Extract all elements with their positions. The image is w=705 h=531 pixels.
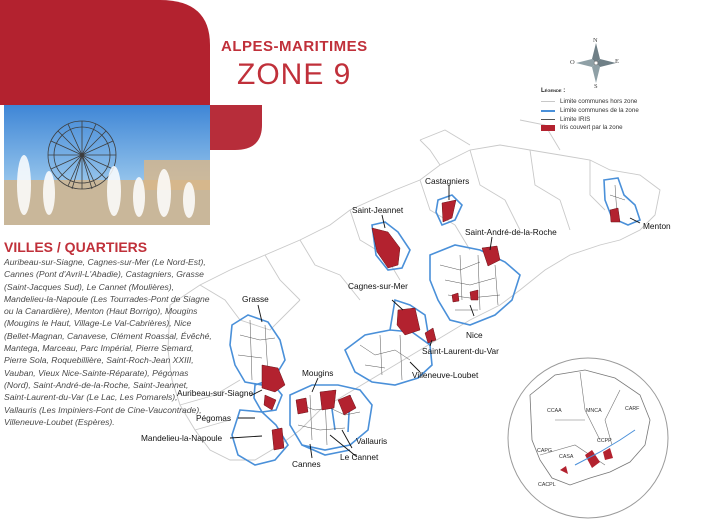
- map-label-nice: Nice: [466, 330, 483, 340]
- inset-label-ccaa: CCAA: [547, 408, 562, 414]
- map-label-vallauris: Vallauris: [356, 436, 388, 446]
- compass-north-label: N: [593, 37, 598, 44]
- map-label-saint-andre: Saint-André-de-la-Roche: [465, 227, 557, 237]
- map-label-castagniers: Castagniers: [425, 176, 470, 186]
- map-label-auribeau: Auribeau-sur-Siagne: [177, 388, 254, 398]
- map-label-mandelieu: Mandelieu-la-Napoule: [141, 433, 223, 443]
- compass-east-label: E: [615, 58, 619, 65]
- compass-west-label: O: [570, 59, 575, 66]
- legend-label: Limite communes hors zone: [560, 98, 638, 105]
- legend-label: Iris couvert par la zone: [560, 124, 623, 131]
- legend-swatch: [541, 119, 555, 120]
- region-title: ALPES-MARITIMES: [221, 38, 368, 55]
- header-red-shadow: [210, 105, 262, 150]
- legend-item: [541, 124, 623, 131]
- ferris-wheel-fountain-photo: [4, 105, 210, 225]
- compass-icon: [576, 43, 616, 83]
- villes-title: VILLES / QUARTIERS: [4, 239, 148, 255]
- inset-label-carf: CARF: [625, 406, 640, 412]
- map-label-pegomas: Pégomas: [196, 413, 232, 423]
- legend-item: [541, 116, 590, 123]
- inset-label-capg: CAPG: [537, 448, 553, 454]
- compass-south-label: S: [594, 83, 598, 90]
- map-label-menton: Menton: [643, 221, 671, 231]
- legend-swatch: [541, 125, 555, 131]
- map-label-saint-jeannet: Saint-Jeannet: [352, 205, 404, 215]
- legend-item: [541, 98, 637, 105]
- map-label-cannes: Cannes: [292, 459, 321, 469]
- legend-title: Légende :: [541, 88, 566, 94]
- map-label-saint-laurent: Saint-Laurent-du-Var: [422, 346, 499, 356]
- map-label-mougins: Mougins: [302, 368, 334, 378]
- header-red-banner: [0, 0, 210, 105]
- zone-title: ZONE 9: [237, 58, 352, 91]
- map-label-cagnes: Cagnes-sur-Mer: [348, 281, 408, 291]
- map-label-villeneuve: Villeneuve-Loubet: [412, 370, 479, 380]
- map-label-le-cannet: Le Cannet: [340, 452, 379, 462]
- legend-swatch: [541, 110, 555, 112]
- legend-label: Limite IRIS: [560, 116, 591, 123]
- map-label-grasse: Grasse: [242, 294, 269, 304]
- inset-label-cacpl: CACPL: [538, 482, 556, 488]
- legend-label: Limite communes de la zone: [560, 107, 639, 114]
- inset-label-mnca: MNCA: [586, 408, 602, 414]
- inset-map: [508, 358, 668, 518]
- inset-label-casa: CASA: [559, 454, 574, 460]
- legend-item: [541, 107, 639, 114]
- legend-swatch: [541, 101, 555, 102]
- villes-list: Auribeau-sur-Siagne, Cagnes-sur-Mer (Le Nord-Est), Cannes (Pont d'Avril-L'Abadie), Castagniers, Grasse (Saint-Jacques Sud), Le Cannet (Moulières), Mandelieu-la-Napoule (Les Tourrades-Pont de Siagne ou la Canardière), Menton (Haut Borrigo), Mougins (Mougins le Haut, Village-Le Val-Cabrières), Nice (Bellet-Magnan, Canavese, Clément Roassal, Évêché, Mantega, Marceau, Parc Impérial, Pierre Semard, Pierre Sola, Roquebillière, Saint-Roch-Jean XXIII, Vauban, Vieux Nice-Sainte-Réparate), Pégomas (Nord), Saint-André-de-la-Roche, Saint-Jeannet, Saint-Laurent-du-Var (Le Lac, Les Pomarels), Vallauris (Les Impiniers-Font de Cine-Vaucontrade), Villeneuve-Loubet (Espères).: [4, 257, 212, 427]
- inset-label-ccpp: CCPP: [597, 438, 612, 444]
